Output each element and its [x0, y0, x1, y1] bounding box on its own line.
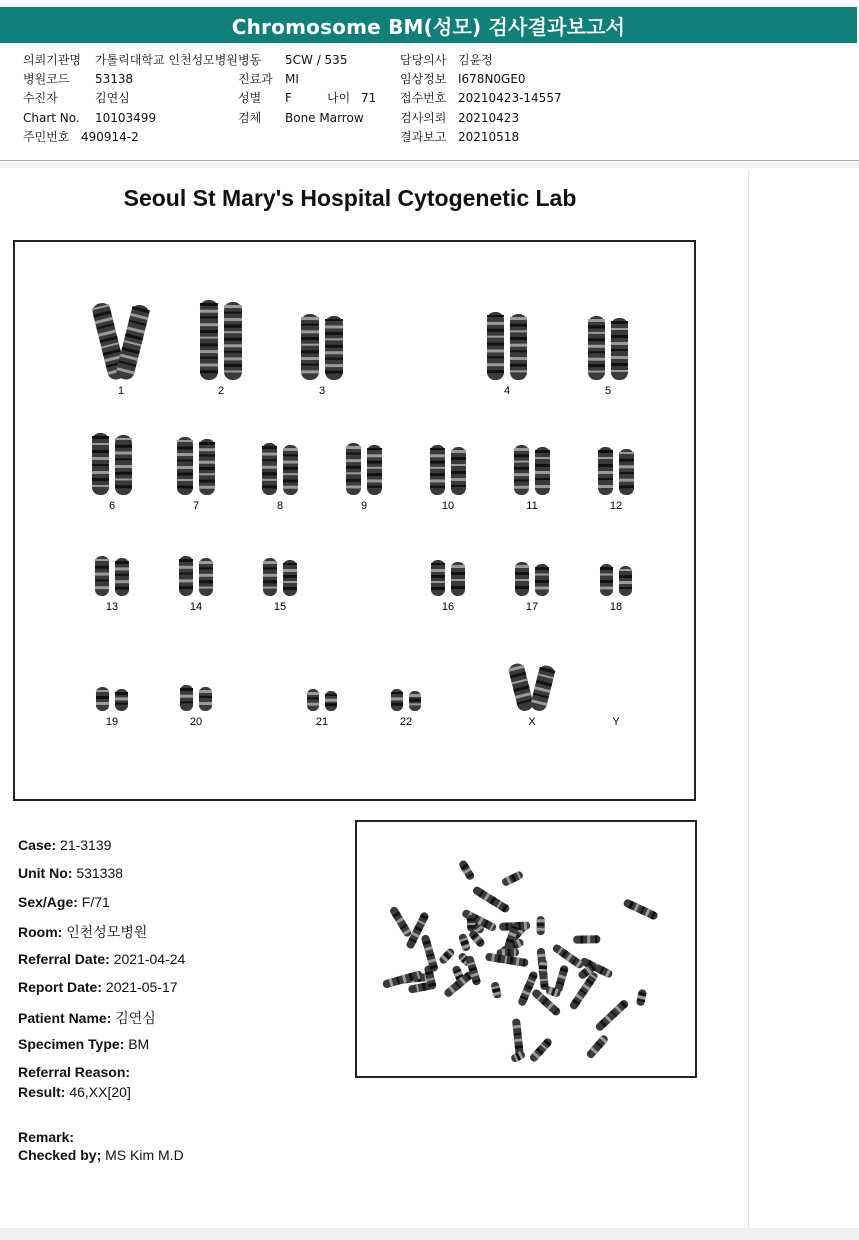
chromosome-pair	[507, 662, 556, 728]
case-info-key: Referral Reason:	[18, 1064, 131, 1080]
metaphase-chromosome	[472, 885, 511, 914]
meta-value: 20210423-14557	[458, 91, 562, 105]
meta-label: 병동	[238, 53, 262, 67]
meta-value: 20210518	[458, 130, 520, 144]
meta-value: F	[285, 91, 292, 105]
case-info-row	[18, 1084, 131, 1100]
meta-value: 71	[361, 91, 377, 105]
meta-value: 53138	[95, 72, 134, 86]
metaphase-chromosome	[573, 935, 600, 943]
right-gutter	[749, 170, 859, 1228]
case-info-value: 2021-04-24	[109, 951, 186, 967]
chromosome-pair	[588, 316, 628, 397]
case-info-value: 2021-05-17	[102, 979, 178, 995]
chromosome-label: 18	[609, 601, 623, 613]
metaphase-spread-image	[357, 822, 695, 1076]
chromosome-label: 3	[318, 385, 326, 397]
meta-label: 나이	[327, 91, 351, 105]
chromosome-label: 12	[609, 500, 623, 512]
chromosome-label: 1	[117, 385, 125, 397]
metaphase-chromosome	[458, 933, 471, 952]
meta-value: 가톨릭대학교 인천성모병원	[95, 53, 238, 67]
chromosome-pair	[96, 687, 128, 728]
case-info-row	[18, 837, 111, 853]
case-info-key: Result:	[18, 1084, 66, 1100]
chromosome-pair	[346, 443, 382, 512]
case-info-value: 46,XX[20]	[65, 1084, 131, 1100]
metaphase-chromosome	[551, 943, 584, 970]
chromosome-pair	[612, 716, 620, 728]
chromosome-pair	[487, 312, 527, 397]
case-info-key: Patient Name:	[18, 1010, 112, 1026]
chromosome-label: 19	[105, 716, 119, 728]
chromosome-pair	[91, 301, 151, 397]
case-info-key: Referral Date:	[18, 951, 110, 967]
case-info-value: 21-3139	[56, 837, 112, 853]
case-info-row	[18, 1147, 184, 1163]
case-info-row	[18, 1008, 156, 1028]
chromosome-label: 5	[604, 385, 612, 397]
chromosome-pair	[200, 300, 242, 397]
meta-label: 의뢰기관명	[23, 53, 81, 67]
chromosome-pair	[262, 443, 298, 512]
case-info-row	[18, 1129, 74, 1145]
chromosome-label: 15	[273, 601, 287, 613]
metaphase-chromosome	[501, 870, 524, 887]
meta-value: 490914-2	[81, 130, 139, 144]
case-info-row	[18, 1064, 130, 1080]
metaphase-chromosome	[458, 859, 476, 881]
metaphase-chromosome	[517, 970, 539, 1007]
chromosome-label: 16	[441, 601, 455, 613]
metaphase-chromosome	[594, 999, 629, 1033]
meta-value: 20210423	[458, 111, 520, 125]
case-info-value: BM	[124, 1036, 150, 1052]
case-info-row	[18, 1036, 149, 1052]
case-info-key: Sex/Age:	[18, 894, 78, 910]
chromosome-pair	[263, 558, 297, 613]
chromosome-label: 21	[315, 716, 329, 728]
chromosome-pair	[391, 689, 421, 728]
metaphase-chromosome	[467, 915, 476, 932]
chromosome-pair	[95, 556, 129, 613]
meta-label: 결과보고	[400, 130, 447, 144]
metaphase-chromosome	[528, 1037, 553, 1063]
report-title: Chromosome BM(성모) 검사결과보고서	[231, 14, 626, 39]
meta-value: 10103499	[95, 111, 157, 125]
meta-value: I678N0GE0	[458, 72, 526, 86]
chromosome-label: 20	[189, 716, 203, 728]
chromosome-pair	[92, 433, 132, 512]
chromosome-label: 11	[526, 500, 538, 512]
chromosome-label: 14	[189, 601, 203, 613]
case-info-value: MS Kim M.D	[101, 1147, 184, 1163]
chromosome-pair	[177, 437, 215, 512]
meta-label: Chart No.	[23, 111, 80, 125]
case-info-key: Unit No:	[18, 865, 73, 881]
chromosome-label: X	[528, 716, 536, 728]
case-info-value: 김연심	[111, 1010, 156, 1026]
header-divider-shadow	[0, 162, 859, 168]
metaphase-chromosome	[421, 934, 439, 972]
chromosome-label: 4	[503, 385, 511, 397]
case-info-row	[18, 894, 110, 910]
meta-label: 주민번호	[23, 130, 70, 144]
case-info-value: 인천성모병원	[62, 924, 148, 940]
meta-label: 성별	[238, 91, 262, 105]
chromosome-pair	[179, 556, 213, 613]
metaphase-chromosome	[537, 916, 545, 935]
meta-value: 김윤정	[458, 53, 493, 67]
meta-label: 수진자	[23, 91, 58, 105]
meta-value: Bone Marrow	[285, 111, 364, 125]
meta-label: 접수번호	[400, 91, 447, 105]
case-info-key: Specimen Type:	[18, 1036, 125, 1052]
metaphase-chromosome	[585, 1034, 609, 1060]
meta-value: MI	[285, 72, 299, 86]
chromosome-pair	[598, 447, 634, 512]
chromosome-pair	[301, 314, 343, 397]
case-info-key: Report Date:	[18, 979, 103, 995]
chromosome-pair	[180, 685, 212, 728]
header-divider	[0, 160, 859, 161]
metaphase-chromosome	[622, 898, 658, 921]
chromosome-label: 17	[525, 601, 539, 613]
meta-label: 검체	[238, 111, 262, 125]
metaphase-chromosome	[636, 989, 647, 1007]
case-info-key: Remark:	[18, 1129, 75, 1145]
karyotype-figure	[15, 242, 694, 799]
case-info-key: Checked by;	[18, 1147, 102, 1163]
chromosome-pair	[515, 562, 549, 613]
chromosome-pair	[307, 689, 337, 728]
lab-title: Seoul St Mary's Hospital Cytogenetic Lab	[123, 185, 577, 211]
case-info-key: Case:	[18, 837, 57, 853]
case-info-row	[18, 951, 185, 967]
metaphase-chromosome	[438, 947, 456, 965]
chromosome-label: Y	[612, 716, 620, 728]
meta-label: 임상정보	[400, 72, 447, 86]
case-info-key: Room:	[18, 924, 63, 940]
meta-label: 병원코드	[23, 72, 70, 86]
chromosome-label: 7	[192, 500, 200, 512]
case-info-value: F/71	[77, 894, 110, 910]
chromosome-label: 9	[360, 500, 368, 512]
metaphase-panel	[355, 820, 697, 1078]
scroll-area-bottom	[0, 1228, 859, 1240]
chromosome-pair	[600, 564, 632, 613]
meta-label: 진료과	[238, 72, 273, 86]
karyotype-panel	[13, 240, 696, 801]
meta-value: 김연심	[95, 91, 130, 105]
case-info-value: 531338	[72, 865, 124, 881]
case-info-row	[18, 922, 147, 942]
meta-label: 검사의뢰	[400, 111, 447, 125]
case-info-row	[18, 865, 123, 881]
chromosome-pair	[430, 445, 466, 512]
metaphase-chromosome	[490, 981, 502, 999]
metaphase-chromosome	[539, 959, 548, 976]
chromosome-pair	[431, 560, 465, 613]
meta-label: 담당의사	[400, 53, 447, 67]
chromosome-label: 2	[217, 385, 225, 397]
meta-value: 5CW / 535	[285, 53, 348, 67]
chromosome-label: 8	[276, 500, 284, 512]
case-info-row	[18, 979, 178, 995]
metaphase-chromosome	[389, 906, 413, 938]
report-title-bar	[0, 7, 857, 43]
chromosome-label: 10	[441, 500, 455, 512]
chromosome-label: 6	[108, 500, 116, 512]
chromosome-pair	[514, 445, 550, 512]
chromosome-label: 22	[399, 716, 413, 728]
chromosome-label: 13	[105, 601, 119, 613]
